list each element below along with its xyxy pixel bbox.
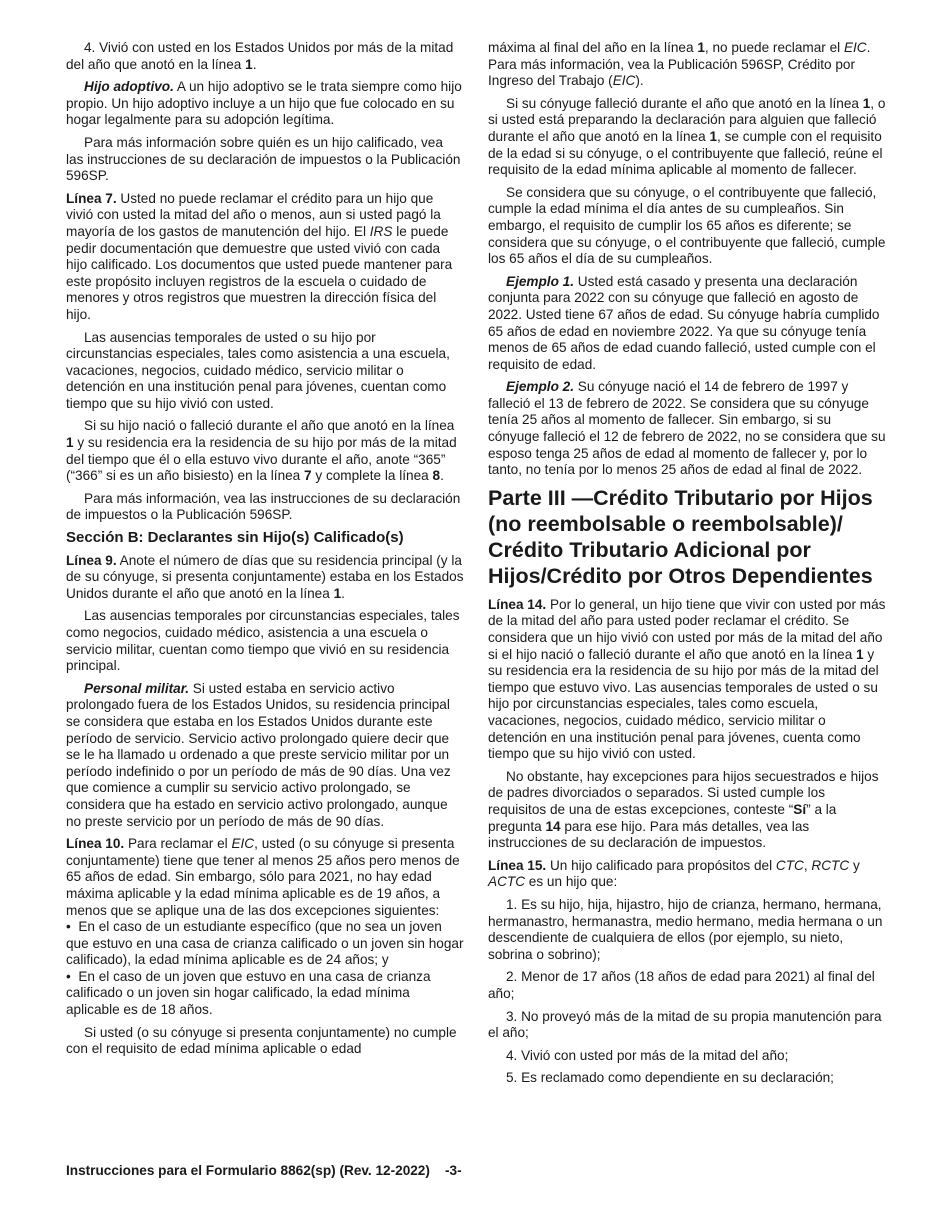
paragraph-linea-7: Línea 7. Usted no puede reclamar el crédito para un hijo que vivió con usted la mitad del año o menos, aun si usted pagó la mayoría de los gastos de manutención del hijo. El IRS le puede pedir documentación que demuestre que usted vivió con cada hijo calificado. Los documentos que usted puede mantener para este propósito incluyen registros de la escuela o cuidado de menores y otros registros que muestren la dirección física del hijo.: [66, 190, 453, 322]
paragraph-linea-10: Línea 10. Para reclamar el EIC, usted (o su cónyuge si presenta conjuntamente) tiene que tener al menos 25 años pero menos de 65 años de edad. Sin embargo, sólo para 2021, no hay edad máxima aplicable y la edad mínima aplicable es de 19 años, a menos que se aplique una de las dos excepciones siguientes:: [66, 836, 460, 918]
paragraph-linea-14: Línea 14. Por lo general, un hijo tiene que vivir con usted por más de la mitad del año para usted poder reclamar el crédito. Se considera que un hijo vivió con usted por más de la mitad del año si el hijo nació o falleció durante el año que anotó en la línea 1 y su residencia era la residencia de su hijo por más de la mitad del tiempo que estuvo vivo. Las ausencias temporales de usted o su hijo por circunstancias especiales, tales como escuela, vacaciones, negocios, cuidado médico, servicio militar o detención en una institución penal para jóvenes, cuenta como tiempo que su hijo vivió con usted.: [488, 596, 886, 762]
page-footer: Instrucciones para el Formulario 8862(sp) (Rev. 12-2022) -3-: [66, 1163, 462, 1178]
paragraph-ausencias-2: Las ausencias temporales por circunstancias especiales, tales como negocios, cuidado médico, asistencia a una escuela o servicio militar, cuentan como tiempo que vivió en su residencia principal.: [66, 608, 460, 674]
paragraph-no-obstante: No obstante, hay excepciones para hijos secuestrados e hijos de padres divorciados o separados. Si usted cumple los requisitos de una de estas excepciones, conteste “Sí” a la pregunta 14 para ese hijo. Para más detalles, vea las instrucciones de su declaración de impuestos.: [488, 768, 879, 851]
paragraph-ejemplo-2: Ejemplo 2. Su cónyuge nació el 14 de febrero de 1997 y falleció el 13 de febrero de 2022. Se considera que su cónyuge tenía 25 años al momento de fallecer. Sin embargo, si su cónyuge falleció el 12 de febrero de 2022, no se considera que su esposo tenga 25 años de edad al momento de fallecer y, por lo tanto, no tenía por lo menos 25 años de edad al final de 2022.: [488, 379, 886, 478]
paragraph-considera: Se considera que su cónyuge, o el contribuyente que falleció, cumple la edad mínima el día antes de su cumpleaños. Sin embargo, el requisito de cumplir los 65 años es diferente; se considera que su cónyuge, o el contribuyente que falleció, cumple los 65 años el día de su cumpleaños.: [488, 184, 886, 267]
paragraph-more-info-1: Para más información sobre quién es un hijo calificado, vea las instrucciones de su declaración de impuestos o la Publicación 596SP.: [66, 134, 461, 184]
list-item: 4. Vivió con usted por más de la mitad del año;: [506, 1047, 789, 1063]
list-item: 2. Menor de 17 años (18 años de edad para 2021) al final del año;: [488, 969, 875, 1001]
list-item: 3. No proveyó más de la mitad de su propia manutención para el año;: [488, 1008, 882, 1041]
paragraph-item-4: 4. Vivió con usted en los Estados Unidos por más de la mitad del año que anotó en la línea 1.: [66, 40, 454, 72]
bullet-item: • En el caso de un joven que estuvo en una casa de crianza calificado o un joven sin hogar calificado, la edad mínima aplicable es de 18 años.: [66, 968, 431, 1018]
list-item: 1. Es su hijo, hija, hijastro, hijo de crianza, hermano, hermana, hermanastro, hermanastra, medio hermano, media hermana o un descendiente de cualquiera de ellos (por ejemplo, su nieto, sobrina o sobrino);: [488, 896, 883, 962]
paragraph-si-hijo: Si su hijo nació o falleció durante el año que anotó en la línea 1 y su residencia era la residencia de su hijo por más de la mitad del tiempo que él o ella estuvo vivo durante el año, anote “365” (“366” si es un año bisiesto) en la línea 7 y complete la línea 8.: [66, 418, 457, 484]
paragraph-hijo-adoptivo: Hijo adoptivo. A un hijo adoptivo se le trata siempre como hijo propio. Un hijo adoptivo incluye a un hijo que fue colocado en su hogar legalmente para su adopción legítima.: [66, 79, 462, 128]
paragraph-personal-militar: Personal militar. Si usted estaba en servicio activo prolongado fuera de los Estados Unidos, su residencia principal se considera que estaba en los Estados Unidos durante este período de servicio. Servicio activo prolongado quiere decir que se le ha llamado u ordenado a que preste servicio militar por un período indefinido o por un período de más de 90 días. Una vez que comience a cumplir su servicio activo prolongado, se considera que ha estado en servicio activo prolongado, aunque no preste servicio por un período de más de 90 días.: [66, 680, 451, 829]
paragraph-conyuge: Si su cónyuge falleció durante el año que anotó en la línea 1, o si usted está preparando la declaración para alguien que falleció durante el año que anotó en la línea 1, se cumple con el requisito de la edad si su cónyuge, o el contribuyente que falleció, reúne el requisito de la edad mínima aplicable al momento de fallecer.: [488, 95, 886, 178]
bullet-item: • En el caso de un estudiante específico (que no sea un joven que estuvo en una casa de crianza calificado o un joven sin hogar calificado), la edad mínima aplicable es de 24 años; y: [66, 919, 464, 968]
paragraph-linea-15: Línea 15. Un hijo calificado para propósitos del CTC, RCTC y ACTC es un hijo que:: [488, 857, 860, 890]
section-b-heading: Sección B: Declarantes sin Hijo(s) Calificado(s): [66, 529, 404, 547]
paragraph-ausencias: Las ausencias temporales de usted o su hijo por circunstancias especiales, tales como asistencia a una escuela, vacaciones, negocios, cuidado médico, servicio militar o detención en una institución penal para jóvenes, cuentan como tiempo que su hijo vivió con usted.: [66, 329, 450, 411]
parte-iii-heading: Parte III —Crédito Tributario por Hijos (no reembolsable o reembolsable)/ Crédito Tributario Adicional por Hijos/Crédito por Otros Dependientes: [488, 485, 873, 588]
paragraph-linea-9: Línea 9. Anote el número de días que su residencia principal (y la de su cónyuge, si presenta conjuntamente) estaba en los Estados Unidos durante el año que anotó en la línea 1.: [66, 552, 464, 601]
paragraph-continuation: máxima al final del año en la línea 1, no puede reclamar el EIC. Para más información, vea la Publicación 596SP, Crédito por Ingreso del Trabajo (EIC).: [488, 40, 871, 89]
paragraph-more-info-2: Para más información, vea las instrucciones de su declaración de impuestos o la Publicación 596SP.: [66, 490, 461, 523]
paragraph-si-usted: Si usted (o su cónyuge si presenta conjuntamente) no cumple con el requisito de edad mínima aplicable o edad: [66, 1024, 457, 1057]
paragraph-ejemplo-1: Ejemplo 1. Usted está casado y presenta una declaración conjunta para 2022 con su cónyuge que falleció en agosto de 2022. Usted tiene 67 años de edad. Su cónyuge habría cumplido 65 años de edad en noviembre 2022. Ya que su cónyuge tenía menos de 65 años de edad cuando falleció, usted cumple con el requisito de edad.: [488, 273, 880, 372]
list-item: 5. Es reclamado como dependiente en su declaración;: [506, 1070, 834, 1086]
right-column: [488, 40, 886, 1093]
left-column: [66, 40, 464, 1064]
